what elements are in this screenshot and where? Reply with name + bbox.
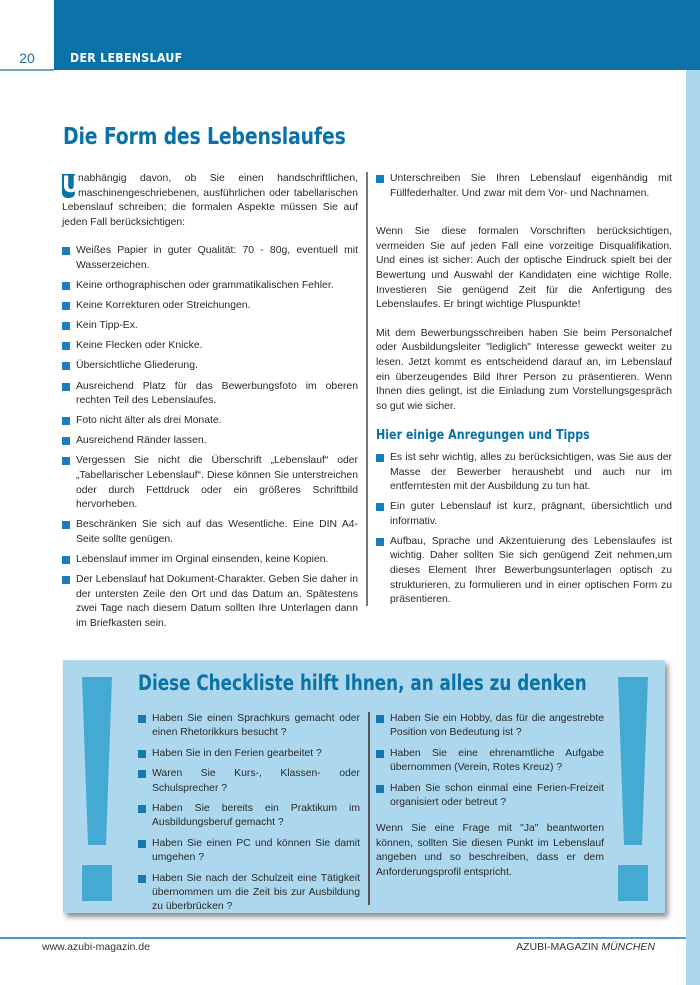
checklist-panel bbox=[63, 660, 665, 913]
list-item-text: Aufbau, Sprache und Akzentuierung des Lebenslaufes ist wichtig. Daher sollten Sie sich genügend Zeit nehmen,um dieses Element Ihrer Bewerbungsunterlagen optisch zu strukturieren, zu formulieren und in einer optischen Form zu präsentieren. bbox=[390, 535, 672, 606]
bullet-square-icon bbox=[62, 342, 70, 350]
list-item-text: Ausreichend Platz für das Bewerbungsfoto im oberen rechten Teil des Lebenslaufes. bbox=[76, 380, 358, 407]
exclamation-dot bbox=[618, 865, 648, 901]
bullet-square-icon bbox=[62, 383, 70, 391]
list-item bbox=[62, 299, 358, 314]
footer-city: MÜNCHEN bbox=[601, 941, 655, 953]
footer-website[interactable]: www.azubi-magazin.de bbox=[42, 941, 150, 953]
list-item-text: Es ist sehr wichtig, alles zu berücksichtigen, was Sie aus der Masse der Bewerber heraushebt und auch nur im entferntesten mit der Ausbildung zu tun hat. bbox=[390, 451, 672, 493]
side-strip bbox=[686, 70, 700, 985]
checklist-divider bbox=[368, 712, 370, 905]
bullet-square-icon bbox=[376, 538, 384, 546]
bullet-square-icon bbox=[376, 454, 384, 462]
paragraph-formal-rules: Wenn Sie diese formalen Vorschriften berücksichtigen, vermeiden Sie auf jeden Fall eine vorzeitige Disqualifikation. Und eines ist sicher: Auch der optische Eindruck spielt bei der Bewertung und Auswahl der Kandidaten eine wichtige Rolle. Investieren Sie genügend Zeit für die Anfertigung des Lebenslaufes. Er bringt wichtige Pluspunkte! bbox=[376, 226, 672, 311]
list-item bbox=[62, 380, 358, 409]
list-item-text: Haben Sie bereits ein Praktikum im Ausbildungsberuf gemacht ? bbox=[152, 803, 360, 829]
list-item bbox=[376, 172, 672, 201]
page-number: 20 bbox=[19, 50, 35, 66]
list-item-text: Ein guter Lebenslauf ist kurz, prägnant, übersichtlich und informativ. bbox=[390, 501, 672, 527]
list-item-text: Ausreichend Ränder lassen. bbox=[76, 435, 207, 447]
bullet-square-icon bbox=[62, 322, 70, 330]
checklist-right-column bbox=[376, 712, 604, 880]
list-item bbox=[376, 500, 672, 529]
bullet-square-icon bbox=[138, 875, 146, 883]
section-label: DER LEBENSLAUF bbox=[70, 51, 183, 65]
intro-text: nabhängig davon, ob Sie einen handschriftlichen, maschinengeschriebenen, ausführlichen oder tabellarischen Lebenslauf schreiben; die formalen Aspekte müssen Sie auf jeden Fall berücksichtigen: bbox=[62, 173, 358, 228]
list-item bbox=[376, 451, 672, 495]
intro-paragraph bbox=[62, 172, 358, 230]
list-item bbox=[62, 573, 358, 631]
list-item bbox=[376, 535, 672, 608]
right-column bbox=[376, 172, 672, 613]
list-item-text: Übersichtliche Gliederung. bbox=[76, 360, 198, 372]
bullet-square-icon bbox=[62, 521, 70, 529]
list-item-text: Haben Sie in den Ferien gearbeitet ? bbox=[152, 747, 322, 759]
bullet-square-icon bbox=[62, 576, 70, 584]
bullet-square-icon bbox=[138, 770, 146, 778]
bullet-square-icon bbox=[62, 362, 70, 370]
bullet-square-icon bbox=[376, 785, 384, 793]
list-item-text: Der Lebenslauf hat Dokument-Charakter. Geben Sie daher in der untersten Zeile den Ort und das Datum an. Spätestens zwei Tage nach diesem Datum sollten Ihre Unterlagen dann im Briefkasten sein. bbox=[76, 574, 358, 629]
list-item-text: Haben Sie ein Hobby, das für die angestrebte Position von Bedeutung ist ? bbox=[390, 713, 604, 739]
bullet-square-icon bbox=[138, 805, 146, 813]
checklist-item bbox=[376, 747, 604, 776]
checklist-item bbox=[138, 712, 360, 741]
bullet-square-icon bbox=[138, 840, 146, 848]
checklist-left-list bbox=[138, 712, 360, 915]
list-item-text: Haben Sie schon einmal eine Ferien-Freizeit organisiert oder betreut ? bbox=[390, 782, 604, 809]
checklist-item bbox=[138, 747, 360, 761]
bullet-square-icon bbox=[376, 750, 384, 758]
exclamation-bar bbox=[82, 677, 112, 845]
column-divider bbox=[366, 172, 368, 606]
header-rule bbox=[0, 69, 54, 71]
bullet-square-icon bbox=[62, 302, 70, 310]
list-item bbox=[62, 553, 358, 568]
list-item bbox=[62, 319, 358, 334]
list-item-text: Haben Sie eine ehrenamtliche Aufgabe übernommen (Verein, Rotes Kreuz) ? bbox=[390, 747, 604, 774]
list-item bbox=[62, 518, 358, 547]
article-title: Die Form des Lebenslaufes bbox=[63, 124, 346, 150]
list-item bbox=[62, 339, 358, 354]
checklist-item bbox=[138, 872, 360, 915]
list-item-text: Haben Sie nach der Schulzeit eine Tätigkeit übernommen um die Zeit bis zur Ausbildung zu überbrücken ? bbox=[152, 872, 360, 913]
bullet-square-icon bbox=[62, 457, 70, 465]
list-item bbox=[62, 434, 358, 449]
drop-cap: U bbox=[62, 173, 80, 198]
bullet-square-icon bbox=[62, 247, 70, 255]
bullet-square-icon bbox=[376, 715, 384, 723]
checklist-title: Diese Checkliste hilft Ihnen, an alles zu denken bbox=[138, 671, 587, 695]
bullet-square-icon bbox=[138, 715, 146, 723]
footer-rule bbox=[0, 937, 686, 939]
footer-magazine-name: AZUBI-MAGAZIN bbox=[516, 941, 599, 953]
checklist-left-column bbox=[138, 712, 360, 921]
list-item-text: Keine Flecken oder Knicke. bbox=[76, 340, 203, 352]
checklist-item bbox=[376, 782, 604, 811]
bullet-square-icon bbox=[62, 417, 70, 425]
list-item-text: Weißes Papier in guter Qualität: 70 - 80g, eventuell mit Wasserzeichen. bbox=[76, 245, 358, 271]
list-item bbox=[62, 279, 358, 294]
list-item-text: Keine Korrekturen oder Streichungen. bbox=[76, 300, 251, 312]
list-item-text: Lebenslauf immer im Orginal einsenden, keine Kopien. bbox=[76, 553, 329, 565]
list-item-text: Beschränken Sie sich auf das Wesentliche. Eine DIN A4-Seite sollte genügen. bbox=[76, 519, 358, 545]
checklist-right-list bbox=[376, 712, 604, 810]
exclamation-dot bbox=[82, 865, 112, 901]
checklist-item bbox=[138, 802, 360, 831]
left-column bbox=[62, 172, 358, 637]
bullet-square-icon bbox=[138, 750, 146, 758]
list-item bbox=[62, 244, 358, 273]
list-item-text: Unterschreiben Sie Ihren Lebenslauf eigenhändig mit Füllfederhalter. Und zwar mit dem Vor- und Nachnamen. bbox=[390, 173, 672, 199]
bullet-square-icon bbox=[376, 175, 384, 183]
list-item-text: Foto nicht älter als drei Monate. bbox=[76, 415, 222, 427]
bullet-square-icon bbox=[62, 556, 70, 564]
exclamation-bar bbox=[618, 677, 648, 845]
list-item bbox=[62, 359, 358, 374]
footer-magazine bbox=[516, 941, 655, 953]
list-item-text: Kein Tipp-Ex. bbox=[76, 320, 138, 332]
paragraph-application-letter: Mit dem Bewerbungsschreiben haben Sie beim Personalchef oder Ausbildungsleiter "lediglich" Interesse geweckt weiter zu lesen. Jetzt kommt es entscheidend darauf an, im Lebenslauf ein überzeugendes Bild Ihrer Person zu präsentieren. Wenn Ihnen dies gelingt, ist die Einladung zum Vorstellungsgespräch so gut wie sicher. bbox=[376, 327, 672, 412]
list-item-text: Vergessen Sie nicht die Überschrift „Lebenslauf“ oder „Tabellarischer Lebenslauf“. Diese können Sie unterstreichen oder durch Fettdruck oder ein größeres Schriftbild hervorheben. bbox=[76, 455, 358, 511]
signature-list bbox=[376, 172, 672, 201]
bullet-square-icon bbox=[62, 437, 70, 445]
checklist-item bbox=[138, 837, 360, 866]
list-item-text: Haben Sie einen Sprachkurs gemacht oder einen Rhetorikkurs besucht ? bbox=[152, 713, 360, 739]
tips-list bbox=[376, 451, 672, 608]
formal-aspects-list bbox=[62, 244, 358, 631]
list-item bbox=[62, 414, 358, 429]
bullet-square-icon bbox=[376, 503, 384, 511]
list-item-text: Keine orthographischen oder grammatikalischen Fehler. bbox=[76, 280, 334, 292]
list-item bbox=[62, 454, 358, 512]
list-item-text: Waren Sie Kurs-, Klassen- oder Schulsprecher ? bbox=[152, 768, 360, 794]
checklist-item bbox=[376, 712, 604, 741]
tips-heading: Hier einige Anregungen und Tipps bbox=[376, 427, 590, 444]
checklist-closing: Wenn Sie eine Frage mit "Ja" beantworten können, sollten Sie diesen Punkt im Lebenslauf angeben und so beschreiben, dass er dem Anforderungsprofil entspricht. bbox=[376, 823, 604, 878]
bullet-square-icon bbox=[62, 282, 70, 290]
list-item-text: Haben Sie einen PC und können Sie damit umgehen ? bbox=[152, 837, 360, 864]
checklist-item bbox=[138, 767, 360, 796]
